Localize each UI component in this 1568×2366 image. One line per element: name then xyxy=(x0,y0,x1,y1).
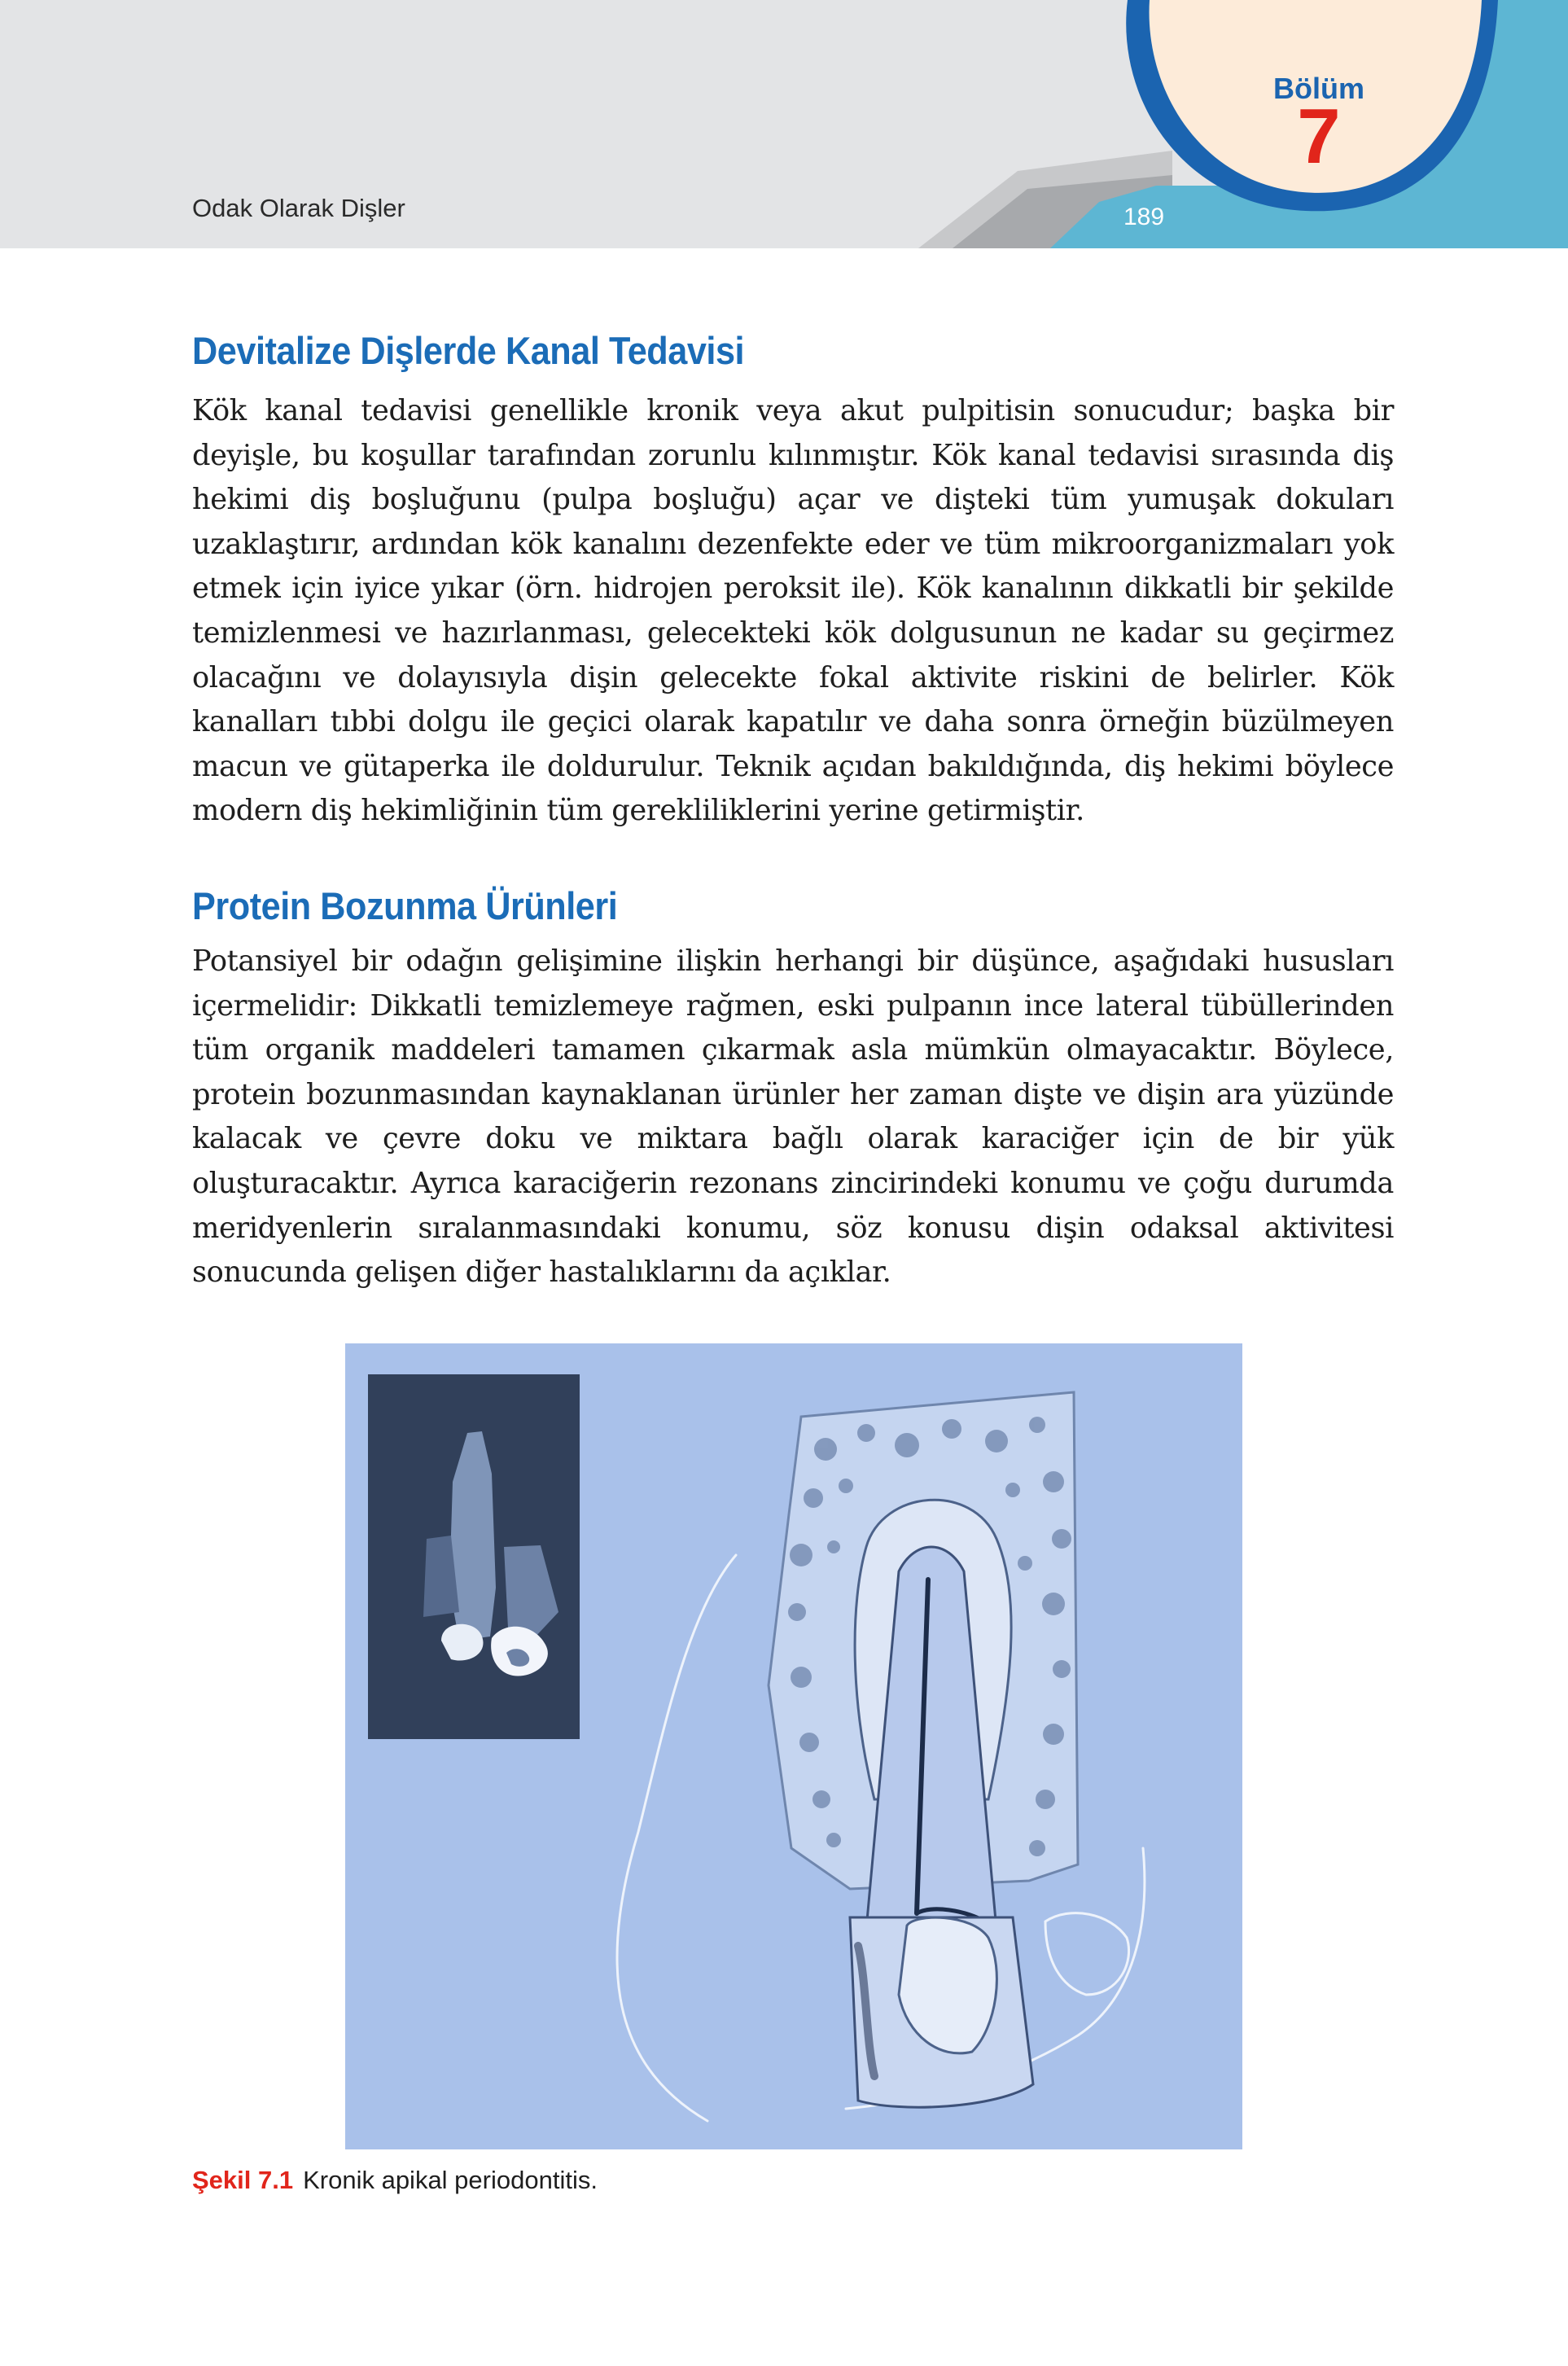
section-heading-protein: Protein Bozunma Ürünleri xyxy=(192,884,618,927)
figure-caption xyxy=(192,2166,598,2195)
paragraph-root-canal: Kök kanal tedavisi genellikle kronik veya akut pulpitisin sonucudur; başka bir deyişle, bu koşullar tarafından zorunlu kılınmıştır. Kök kanal tedavisi sırasında diş hekimi diş boşluğunu (pulpa boşluğu) açar ve dişteki tüm yumuşak dokuları uzaklaştırır, ardından kök kanalını dezenfekte eder ve tüm mikroorganizmaları yok etmek için iyice yıkar (örn. hidrojen peroksit ile). Kök kanalının dikkatli bir şekilde temizlenmesi ve hazırlanması, gelecekteki kök dolgusunun ne kadar su geçirmez olacağını ve dolayısıyla dişin gelecekte fokal aktivite riskini de belirler. Kök kanalları tıbbi dolgu ile geçici olarak kapatılır ve daha sonra örneğin büzülmeyen macun ve gütaperka ile doldurulur. Teknik açıdan bakıldığında, diş hekimi böylece modern diş hekimliğinin tüm gerekliliklerini yerine getirmiştir. xyxy=(192,394,1394,828)
caption-text: Kronik apikal periodontitis. xyxy=(303,2166,598,2194)
running-head: Odak Olarak Dişler xyxy=(192,194,405,222)
xray-image xyxy=(368,1374,580,1739)
chapter-number: 7 xyxy=(1297,93,1341,180)
chapter-label: Bölüm xyxy=(1273,72,1364,105)
section-heading-root-canal: Devitalize Dişlerde Kanal Tedavisi xyxy=(192,329,745,372)
figure-periodontitis xyxy=(345,1343,1242,2149)
page-number: 189 xyxy=(1123,204,1165,230)
paragraph-protein: Potansiyel bir odağın gelişimine ilişkin herhangi bir düşünce, aşağıdaki hususları içermelidir: Dikkatli temizlemeye rağmen, eski pulpanın ince lateral tübüllerinden tüm organik maddeleri tamamen çıkarmak asla mümkün olmayacaktır. Böylece, protein bozunmasından kaynaklanan ürünler her zaman dişte ve dişin ara yüzünde kalacak ve çevre doku ve miktara bağlı olarak karaciğer için de bir yük oluşturacaktır. Ayrıca karaciğerin rezonans zincirindeki konumu ve çoğu durumda meridyenlerin sıralanmasındaki konumu, söz konusu dişin odaksal aktivitesi sonucunda gelişen diğer hastalıklarını da açıklar. xyxy=(192,944,1394,1290)
caption-label: Şekil 7.1 xyxy=(192,2166,294,2194)
figure-illustration xyxy=(345,1343,1242,2149)
